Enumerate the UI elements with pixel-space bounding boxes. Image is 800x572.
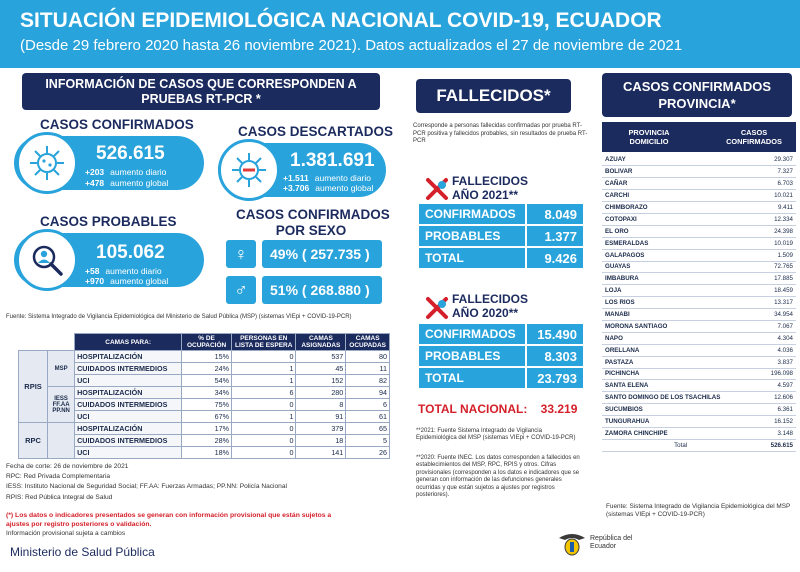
- camas-cell-pct: 24%: [182, 363, 232, 375]
- provincia-table: [602, 154, 796, 452]
- confirmados-diario: +203 aumento diario: [85, 167, 167, 177]
- provincia-value: 13.317: [759, 297, 796, 309]
- provincia-name: LOS RIOS: [602, 297, 759, 309]
- provincia-row: [602, 225, 796, 237]
- page-title: SITUACIÓN EPIDEMIOLÓGICA NACIONAL COVID-19, ECUADOR: [20, 9, 662, 32]
- fallecidos-row-label: PROBABLES: [419, 226, 525, 246]
- provincia-name: SUCUMBIOS: [602, 404, 759, 416]
- magnifier-person-icon: [16, 229, 78, 291]
- camas-cell-tipo: UCI: [75, 411, 182, 423]
- provincia-row: [602, 309, 796, 321]
- confirmados-value: 526.615: [96, 143, 165, 164]
- provincia-value: 34.954: [759, 309, 796, 321]
- camas-cell-tipo: UCI: [75, 447, 182, 459]
- camas-cell-espera: 1: [232, 363, 296, 375]
- provincia-row: [602, 356, 796, 368]
- provincia-value: 12.606: [759, 392, 796, 404]
- camas-cell-ocup: 6: [346, 399, 390, 411]
- provincia-row: [602, 237, 796, 249]
- male-row: [226, 276, 382, 304]
- fallecidos-2020-title: FALLECIDOS AÑO 2020**: [452, 292, 529, 320]
- provincia-total-label: Total: [602, 439, 759, 451]
- camas-cell-ocup: 11: [346, 363, 390, 375]
- provincia-value: 4.597: [759, 380, 796, 392]
- note-iess: IESS: Instituto Nacional de Seguridad Social; FF.AA: Fuerzas Armadas; PP.NN: Policía Nacional: [6, 483, 287, 491]
- camas-notes: [6, 462, 396, 503]
- coat-of-arms-icon: [557, 528, 587, 558]
- male-icon: ♂: [226, 276, 256, 304]
- fallecidos-row-value: 15.490: [527, 324, 583, 344]
- camas-row: [19, 411, 390, 423]
- camas-cell-pct: 34%: [182, 387, 232, 399]
- provincia-row: [602, 190, 796, 202]
- provincia-value: 4.304: [759, 332, 796, 344]
- provincia-name: NAPO: [602, 332, 759, 344]
- camas-cell-tipo: HOSPITALIZACIÓN: [75, 351, 182, 363]
- camas-cell-asig: 8: [296, 399, 346, 411]
- note-2020: **2020: Fuente INEC. Los datos corresponden a fallecidos en establecimientos del MSP, RPC, RPIS y otros. Cifras provisionales (corresponden a los datos e indicadores que se generan con información de las defunciones generales ocurridas y que están sujetos a ajustes por registros posteriores).: [416, 455, 580, 499]
- fallecidos-2021-title: FALLECIDOS AÑO 2021**: [452, 174, 529, 202]
- camas-cell-ocup: 80: [346, 351, 390, 363]
- note-fecha: Fecha de corte: 26 de noviembre de 2021: [6, 463, 129, 470]
- provincia-row: [602, 368, 796, 380]
- provincia-title: CASOS CONFIRMADOS PROVINCIA*: [602, 73, 792, 117]
- camas-cell-ocup: 94: [346, 387, 390, 399]
- provincia-name: EL ORO: [602, 225, 759, 237]
- camas-cell-asig: 379: [296, 423, 346, 435]
- camas-header-pct: % DE OCUPACIÓN: [182, 334, 232, 351]
- fallecidos-row-label: CONFIRMADOS: [419, 204, 525, 224]
- camas-row: [19, 387, 390, 399]
- provincia-row: [602, 154, 796, 166]
- provincia-row: [602, 297, 796, 309]
- provincia-name: ORELLANA: [602, 344, 759, 356]
- provincia-name: COTOPAXI: [602, 213, 759, 225]
- warning-text: (*) Los datos o indicadores presentados se generan con información provisional que están sujetos a ajustes por registro posteriores o validación.: [6, 512, 332, 528]
- camas-cell-espera: 0: [232, 447, 296, 459]
- camas-row: [19, 375, 390, 387]
- camas-row: [19, 351, 390, 363]
- provincia-row: [602, 427, 796, 439]
- provincia-name: MORONA SANTIAGO: [602, 320, 759, 332]
- fallecidos-row-value: 9.426: [527, 248, 583, 268]
- provincia-total-value: 526.615: [759, 439, 796, 451]
- provincia-name: CARCHI: [602, 190, 759, 202]
- provincia-name: IMBABURA: [602, 273, 759, 285]
- provincia-name: GALAPAGOS: [602, 249, 759, 261]
- provincia-name: CAÑAR: [602, 178, 759, 190]
- provincia-row: [602, 178, 796, 190]
- camas-cell-pct: 54%: [182, 375, 232, 387]
- fallecidos-row-value: 23.793: [527, 368, 583, 388]
- provincia-value: 12.334: [759, 213, 796, 225]
- provincia-value: 9.411: [759, 202, 796, 214]
- camas-header-row: [19, 334, 390, 351]
- camas-cell-pct: 15%: [182, 351, 232, 363]
- confirmados-title: CASOS CONFIRMADOS: [40, 117, 194, 132]
- camas-cell-tipo: CUIDADOS INTERMEDIOS: [75, 363, 182, 375]
- cross-icon-2020: [425, 296, 449, 325]
- provincia-row: [602, 404, 796, 416]
- camas-cell-pct: 28%: [182, 435, 232, 447]
- camas-cell-ocup: 5: [346, 435, 390, 447]
- provincia-name: ESMERALDAS: [602, 237, 759, 249]
- camas-cell-asig: 537: [296, 351, 346, 363]
- provincia-value: 3.148: [759, 427, 796, 439]
- rtpcr-fuente: Fuente: Sistema Integrado de Vigilancia Epidemiológica del Ministerio de Salud Pública (MSP) (sistemas VIEpi + COVID-19-PCR): [6, 314, 352, 320]
- confirmados-global: +478 aumento global: [85, 178, 169, 188]
- fallecidos-row-label: PROBABLES: [419, 346, 525, 366]
- camas-cell-espera: 0: [232, 399, 296, 411]
- camas-row: [19, 447, 390, 459]
- provincia-row: [602, 261, 796, 273]
- provincia-value: 1.509: [759, 249, 796, 261]
- camas-cell-espera: 0: [232, 435, 296, 447]
- camas-cell-asig: 91: [296, 411, 346, 423]
- female-icon: ♀: [226, 240, 256, 268]
- provincia-value: 7.067: [759, 320, 796, 332]
- camas-cell-pct: 18%: [182, 447, 232, 459]
- provincia-name: SANTA ELENA: [602, 380, 759, 392]
- provincia-name: MANABI: [602, 309, 759, 321]
- provincia-name: PICHINCHA: [602, 368, 759, 380]
- total-nacional: TOTAL NACIONAL: 33.219: [418, 402, 578, 416]
- provincia-row: [602, 285, 796, 297]
- probables-value: 105.062: [96, 242, 165, 263]
- fallecidos-row-label: TOTAL: [419, 368, 525, 388]
- camas-cell-espera: 1: [232, 375, 296, 387]
- provincia-row: [602, 332, 796, 344]
- female-value: 49% ( 257.735 ): [262, 240, 382, 268]
- provincia-name: ZAMORA CHINCHIPE: [602, 427, 759, 439]
- ministerio-name: Ministerio de Salud Pública: [10, 545, 155, 559]
- camas-sub-label: IESS FF.AA PP.NN: [48, 387, 75, 423]
- provincia-value: 17.885: [759, 273, 796, 285]
- probables-title: CASOS PROBABLES: [40, 214, 177, 229]
- fallecidos-row-label: CONFIRMADOS: [419, 324, 525, 344]
- camas-cell-tipo: UCI: [75, 375, 182, 387]
- header-banner: [0, 0, 800, 68]
- provincia-fuente: Fuente: Sistema Integrado de Vigilancia Epidemiológica del MSP (sistemas VIEpi + COVID-19-PCR): [606, 503, 791, 518]
- sexo-title: CASOS CONFIRMADOS POR SEXO: [236, 207, 390, 238]
- camas-cell-ocup: 26: [346, 447, 390, 459]
- camas-cell-ocup: 82: [346, 375, 390, 387]
- note-rpis: RPIS: Red Pública Integral de Salud: [6, 493, 113, 501]
- provincia-row: [602, 249, 796, 261]
- camas-cell-pct: 17%: [182, 423, 232, 435]
- descartados-title: CASOS DESCARTADOS: [238, 124, 394, 139]
- camas-cell-tipo: HOSPITALIZACIÓN: [75, 423, 182, 435]
- provincia-value: 24.398: [759, 225, 796, 237]
- camas-header-asig: CAMAS ASIGNADAS: [296, 334, 346, 351]
- camas-cell-asig: 18: [296, 435, 346, 447]
- provincia-value: 196.098: [759, 368, 796, 380]
- provincia-value: 16.152: [759, 416, 796, 428]
- camas-cell-asig: 45: [296, 363, 346, 375]
- provincia-row: [602, 273, 796, 285]
- provincia-name: PASTAZA: [602, 356, 759, 368]
- camas-cell-tipo: CUIDADOS INTERMEDIOS: [75, 435, 182, 447]
- camas-cell-espera: 6: [232, 387, 296, 399]
- probables-global: +970 aumento global: [85, 276, 169, 286]
- provincia-value: 6.361: [759, 404, 796, 416]
- camas-group-label: RPIS: [19, 351, 48, 423]
- camas-sub-label: MSP: [48, 351, 75, 387]
- camas-group-label: RPC: [19, 423, 48, 459]
- provincia-value: 6.703: [759, 178, 796, 190]
- provincia-name: TUNGURAHUA: [602, 416, 759, 428]
- male-value: 51% ( 268.880 ): [262, 276, 382, 304]
- camas-header-espera: PERSONAS EN LISTA DE ESPERA: [232, 334, 296, 351]
- provincia-row: [602, 416, 796, 428]
- provincia-row: [602, 380, 796, 392]
- camas-row: [19, 363, 390, 375]
- descartados-global: +3.706 aumento global: [283, 183, 374, 193]
- camas-row: [19, 399, 390, 411]
- descartados-diario: +1.511 aumento diario: [283, 173, 371, 183]
- note-rpc: RPC: Red Privada Complementaria: [6, 473, 111, 481]
- provincia-name: SANTO DOMINGO DE LOS TSACHILAS: [602, 392, 759, 404]
- camas-header-tipo: CAMAS PARA:: [75, 334, 182, 351]
- camas-sub-label: [48, 423, 75, 459]
- fallecidos-row-value: 1.377: [527, 226, 583, 246]
- provincia-name: LOJA: [602, 285, 759, 297]
- provincia-name: CHIMBORAZO: [602, 202, 759, 214]
- camas-table: [18, 333, 390, 459]
- camas-cell-tipo: CUIDADOS INTERMEDIOS: [75, 399, 182, 411]
- camas-cell-espera: 0: [232, 351, 296, 363]
- camas-cell-pct: 75%: [182, 399, 232, 411]
- provincia-value: 3.837: [759, 356, 796, 368]
- provincia-row: [602, 344, 796, 356]
- ecuador-logo: República del Ecuador: [557, 528, 638, 558]
- provincia-row: [602, 166, 796, 178]
- camas-cell-asig: 280: [296, 387, 346, 399]
- page-subtitle: (Desde 29 febrero 2020 hasta 26 noviembre 2021). Datos actualizados el 27 de noviembre de 2021: [20, 37, 683, 54]
- camas-row: [19, 423, 390, 435]
- provincia-value: 7.327: [759, 166, 796, 178]
- camas-cell-espera: 1: [232, 411, 296, 423]
- probables-diario: +58 aumento diario: [85, 266, 162, 276]
- provincia-name: GUAYAS: [602, 261, 759, 273]
- provincia-value: 10.021: [759, 190, 796, 202]
- virus-icon: [16, 132, 78, 194]
- fallecidos-desc: Corresponde a personas fallecidas confirmadas por prueba RT-PCR positiva y fallecidos probables, sin resultados de prueba RT-PCR: [413, 123, 588, 144]
- provincia-row: [602, 213, 796, 225]
- provincia-value: 10.019: [759, 237, 796, 249]
- camas-cell-asig: 141: [296, 447, 346, 459]
- provincia-total-row: [602, 439, 796, 451]
- fallecidos-title: FALLECIDOS*: [416, 79, 571, 113]
- fallecidos-row-label: TOTAL: [419, 248, 525, 268]
- provincia-name: BOLIVAR: [602, 166, 759, 178]
- rtpcr-section-title: INFORMACIÓN DE CASOS QUE CORRESPONDEN A PRUEBAS RT-PCR *: [22, 73, 380, 110]
- camas-header-ocup: CAMAS OCUPADAS: [346, 334, 390, 351]
- camas-cell-ocup: 65: [346, 423, 390, 435]
- provisional-text: Información provisional sujeta a cambios: [6, 530, 126, 537]
- provincia-value: 4.036: [759, 344, 796, 356]
- provincia-name: AZUAY: [602, 154, 759, 166]
- provincia-value: 29.307: [759, 154, 796, 166]
- camas-cell-pct: 67%: [182, 411, 232, 423]
- camas-cell-asig: 152: [296, 375, 346, 387]
- female-row: [226, 240, 382, 268]
- cross-icon-2021: [425, 177, 449, 206]
- camas-cell-tipo: HOSPITALIZACIÓN: [75, 387, 182, 399]
- provincia-row: [602, 392, 796, 404]
- note-2021: **2021: Fuente Sistema Integrado de Vigilancia Epidemiológica del MSP (sistemas VIEpi + COVID-19-PCR): [416, 428, 576, 442]
- virus-minus-icon: [218, 139, 280, 201]
- descartados-value: 1.381.691: [290, 150, 375, 171]
- camas-cell-ocup: 61: [346, 411, 390, 423]
- provincia-value: 18.459: [759, 285, 796, 297]
- fallecidos-row-value: 8.303: [527, 346, 583, 366]
- provincia-row: [602, 320, 796, 332]
- provincia-value: 72.765: [759, 261, 796, 273]
- fallecidos-row-value: 8.049: [527, 204, 583, 224]
- camas-row: [19, 435, 390, 447]
- provincia-row: [602, 202, 796, 214]
- provincia-header: PROVINCIA DOMICILIO CASOS CONFIRMADOS: [602, 122, 796, 152]
- camas-cell-espera: 0: [232, 423, 296, 435]
